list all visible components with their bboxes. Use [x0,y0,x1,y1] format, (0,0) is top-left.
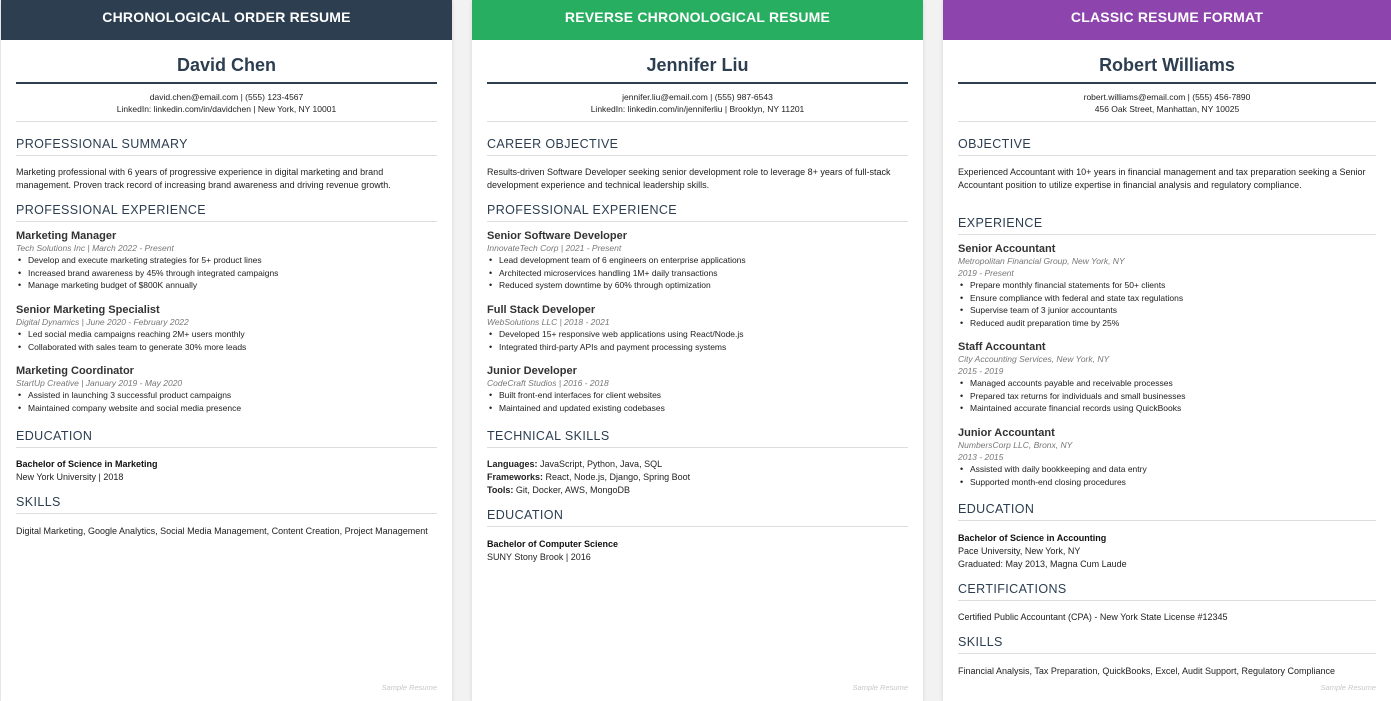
job-meta: InnovateTech Corp | 2021 - Present [487,243,622,253]
job-title: Junior Developer [487,365,577,377]
job-title: Staff Accountant [958,341,1046,353]
contact-line: jennifer.liu@email.com | (555) 987-6543 [622,92,773,102]
job-bullets [487,254,908,292]
degree: Bachelor of Computer Science [487,539,619,549]
education-entry [487,538,908,564]
list-item: • Maintained and updated existing codebases [487,402,908,415]
list-item: • Supervise team of 3 junior accountants [958,304,1376,317]
job-title: Marketing Coordinator [16,365,134,377]
contact-block [958,84,1376,122]
job-title: Senior Marketing Specialist [16,304,160,316]
contact-line: 456 Oak Street, Manhattan, NY 10025 [1094,104,1240,114]
skill-value: React, Node.js, Django, Spring Boot [543,472,691,482]
job-title: Senior Software Developer [487,230,627,242]
technical-skills [487,458,908,497]
job-title: Full Stack Developer [487,304,596,316]
resume-card-classic [943,0,1391,701]
skills-text: Financial Analysis, Tax Preparation, QuickBooks, Excel, Audit Support, Regulatory Compliance [958,666,1336,676]
list-item: • Reduced system downtime by 60% through optimization [487,279,908,292]
list-item: • Collaborated with sales team to generate 30% more leads [16,341,437,354]
summary-text: Marketing professional with 6 years of progressive experience in digital marketing and brand management. Proven track record of increasing brand awareness and driving revenue growth. [16,167,391,190]
footer-note: Sample Resume [1320,683,1376,692]
section-title-skills: SKILLS [16,495,437,514]
section-title-certifications: CERTIFICATIONS [958,582,1376,601]
skill-row [487,484,908,497]
job-bullets [958,279,1376,329]
section-title-education: EDUCATION [958,502,1376,521]
resume-body [16,40,437,701]
skill-label: Languages: [487,459,538,469]
graduation: Graduated: May 2013, Magna Cum Laude [958,559,1127,569]
job-meta: StartUp Creative | January 2019 - May 2020 [16,378,183,388]
job-title: Junior Accountant [958,427,1055,439]
job-entry [487,304,908,353]
job-title: Marketing Manager [16,230,117,242]
candidate-name: Robert Williams [958,40,1376,84]
section-title-education: EDUCATION [16,429,437,448]
list-item: • Architected microservices handling 1M+ daily transactions [487,267,908,280]
degree: Bachelor of Science in Accounting [958,533,1107,543]
resume-body [487,40,908,701]
skill-row [487,471,908,484]
job-company: City Accounting Services, New York, NY [958,354,1110,364]
job-bullets [958,377,1376,415]
education-entry [958,532,1376,571]
list-item: • Supported month-end closing procedures [958,476,1376,489]
skill-row [487,458,908,471]
contact-block [16,84,437,122]
education-entry [16,458,437,484]
job-bullets [487,328,908,353]
list-item: • Integrated third-party APIs and payment processing systems [487,341,908,354]
footer-note: Sample Resume [852,683,908,692]
job-bullets [487,389,908,414]
skills-text: Digital Marketing, Google Analytics, Social Media Management, Content Creation, Project Management [16,526,428,536]
section-title-summary: PROFESSIONAL SUMMARY [16,137,437,156]
job-entry [958,243,1376,329]
resume-card-chronological [1,0,452,701]
job-company: NumbersCorp LLC, Bronx, NY [958,440,1073,450]
candidate-name: Jennifer Liu [487,40,908,84]
contact-line: LinkedIn: linkedin.com/in/jenniferliu | Brooklyn, NY 11201 [590,104,805,114]
job-bullets [16,254,437,292]
job-entry [16,304,437,353]
job-entry [16,230,437,292]
list-item: • Maintained accurate financial records using QuickBooks [958,402,1376,415]
section-title-technical-skills: TECHNICAL SKILLS [487,429,908,448]
objective-text: Results-driven Software Developer seeking senior development role to leverage 8+ years of full-stack development experience and technical leadership skills. [487,167,891,190]
degree: Bachelor of Science in Marketing [16,459,158,469]
list-item: • Prepared tax returns for individuals and small businesses [958,390,1376,403]
list-item: • Develop and execute marketing strategies for 5+ product lines [16,254,437,267]
job-entry [958,341,1376,415]
list-item: • Reduced audit preparation time by 25% [958,317,1376,330]
job-meta: WebSolutions LLC | 2018 - 2021 [487,317,610,327]
contact-line: robert.williams@email.com | (555) 456-7890 [1083,92,1251,102]
job-bullets [16,389,437,414]
card-header: CLASSIC RESUME FORMAT [943,0,1391,40]
job-bullets [16,328,437,353]
list-item: • Manage marketing budget of $800K annually [16,279,437,292]
resume-card-reverse-chronological [472,0,923,701]
school: Pace University, New York, NY [958,546,1081,556]
job-meta: Digital Dynamics | June 2020 - February 2022 [16,317,189,327]
job-meta: Tech Solutions Inc | March 2022 - Present [16,243,174,253]
list-item: • Led social media campaigns reaching 2M+ users monthly [16,328,437,341]
contact-line: LinkedIn: linkedin.com/in/davidchen | New York, NY 10001 [116,104,337,114]
contact-line: david.chen@email.com | (555) 123-4567 [149,92,304,102]
job-entry [487,365,908,414]
job-company: Metropolitan Financial Group, New York, NY [958,256,1125,266]
footer-note: Sample Resume [381,683,437,692]
section-title-objective: OBJECTIVE [958,137,1376,156]
resume-body [958,40,1376,701]
list-item: • Built front-end interfaces for client websites [487,389,908,402]
skill-value: Git, Docker, AWS, MongoDB [513,485,631,495]
section-title-experience: PROFESSIONAL EXPERIENCE [16,203,437,222]
job-dates: 2015 - 2019 [958,366,1004,376]
job-meta: CodeCraft Studios | 2016 - 2018 [487,378,609,388]
section-title-skills: SKILLS [958,635,1376,654]
list-item: • Increased brand awareness by 45% through integrated campaigns [16,267,437,280]
job-entry [487,230,908,292]
job-bullets [958,463,1376,488]
list-item: • Maintained company website and social media presence [16,402,437,415]
list-item: • Assisted with daily bookkeeping and data entry [958,463,1376,476]
skill-label: Tools: [487,485,514,495]
list-item: • Prepare monthly financial statements for 50+ clients [958,279,1376,292]
job-title: Senior Accountant [958,243,1056,255]
card-header: REVERSE CHRONOLOGICAL RESUME [472,0,923,40]
list-item: • Managed accounts payable and receivable processes [958,377,1376,390]
list-item: • Assisted in launching 3 successful product campaigns [16,389,437,402]
list-item: • Developed 15+ responsive web applications using React/Node.js [487,328,908,341]
list-item: • Ensure compliance with federal and state tax regulations [958,292,1376,305]
job-dates: 2013 - 2015 [958,452,1004,462]
section-title-education: EDUCATION [487,508,908,527]
section-title-experience: EXPERIENCE [958,216,1376,235]
section-title-objective: CAREER OBJECTIVE [487,137,908,156]
card-header: CHRONOLOGICAL ORDER RESUME [1,0,452,40]
candidate-name: David Chen [16,40,437,84]
job-dates: 2019 - Present [958,268,1014,278]
skill-value: JavaScript, Python, Java, SQL [537,459,663,469]
list-item: • Lead development team of 6 engineers on enterprise applications [487,254,908,267]
certification-text: Certified Public Accountant (CPA) - New York State License #12345 [958,612,1228,622]
school: New York University | 2018 [16,472,124,482]
job-entry [16,365,437,414]
contact-block [487,84,908,122]
skill-label: Frameworks: [487,472,544,482]
objective-text: Experienced Accountant with 10+ years in financial management and tax preparation seeking a Senior Accountant position to utilize expertise in financial analysis and regulatory compliance. [958,167,1366,190]
section-title-experience: PROFESSIONAL EXPERIENCE [487,203,908,222]
job-entry [958,427,1376,488]
school: SUNY Stony Brook | 2016 [487,552,591,562]
